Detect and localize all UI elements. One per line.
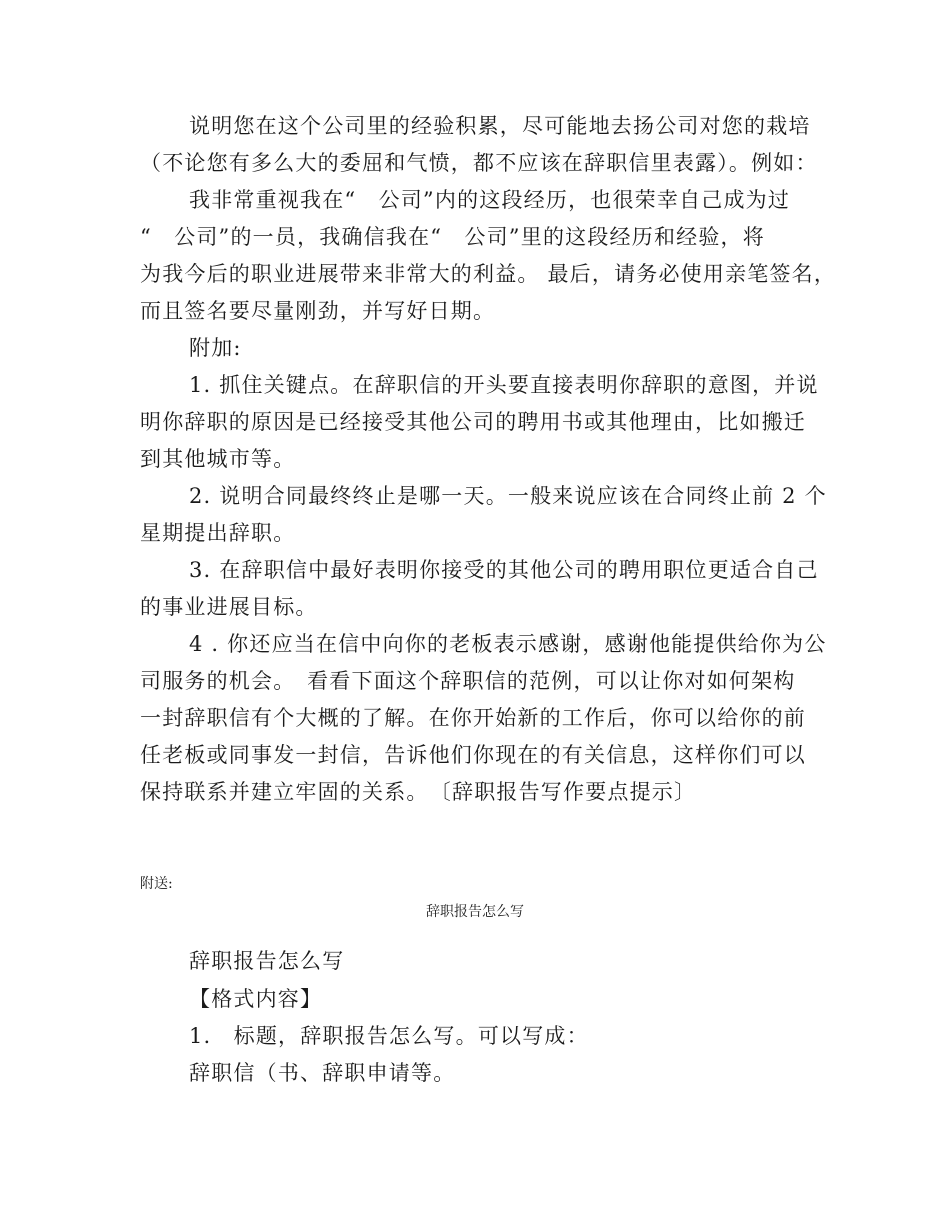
paragraph-line: 任老板或同事发一封信，告诉他们你现在的有关信息，这样你们可以 — [140, 743, 806, 767]
paragraph-line: “ 公司”的一员，我确信我在“ 公司”里的这段经历和经验，将 — [140, 225, 765, 249]
paragraph-line: 我非常重视我在“ 公司”内的这段经历，也很荣幸自己成为过 — [189, 188, 791, 212]
paragraph-line: 到其他城市等。 — [140, 447, 296, 471]
paragraph-line: 附加: — [189, 336, 242, 360]
paragraph-line: 明你辞职的原因是已经接受其他公司的聘用书或其他理由，比如搬迁 — [140, 410, 806, 434]
paragraph-line: 2. 说明合同最终终止是哪一天。一般来说应该在合同终止前 2 个 — [189, 484, 827, 508]
attachment-label: 附送: — [140, 876, 173, 892]
paragraph-line: 辞职信（书、辞职申请等。 — [189, 1061, 456, 1085]
section-heading: 辞职报告怎么写 — [189, 949, 345, 973]
paragraph-line: （不论您有多么大的委屈和气愤，都不应该在辞职信里表露）。例如： — [140, 151, 818, 175]
paragraph-line: 保持联系并建立牢固的关系。 〔辞职报告写作要点提示〕 — [140, 780, 697, 804]
paragraph-line: 4 . 你还应当在信中向你的老板表示感谢，感谢他能提供给你为公 — [189, 632, 827, 656]
paragraph-line: 为我今后的职业进展带来非常大的利益。 最后，请务必使用亲笔签名， — [140, 262, 837, 286]
paragraph-line: 一封辞职信有个大概的了解。在你开始新的工作后，你可以给你的前 — [140, 706, 806, 730]
paragraph-line: 1. 标题，辞职报告怎么写。可以写成： — [189, 1024, 589, 1048]
paragraph-line: 星期提出辞职。 — [140, 521, 296, 545]
paragraph-line: 说明您在这个公司里的经验积累，尽可能地去扬公司对您的栽培 — [189, 114, 811, 138]
paragraph-line: 1. 抓住关键点。在辞职信的开头要直接表明你辞职的意图，并说 — [189, 373, 819, 397]
paragraph-line: 3. 在辞职信中最好表明你接受的其他公司的聘用职位更适合自己 — [189, 558, 819, 582]
paragraph-line: 而且签名要尽量刚劲，并写好日期。 — [140, 299, 496, 323]
section-heading: 【格式内容】 — [189, 987, 323, 1011]
paragraph-line: 的事业进展目标。 — [140, 595, 318, 619]
attachment-title: 辞职报告怎么写 — [426, 904, 524, 920]
paragraph-line: 司服务的机会。 看看下面这个辞职信的范例，可以让你对如何架构 — [140, 669, 796, 693]
